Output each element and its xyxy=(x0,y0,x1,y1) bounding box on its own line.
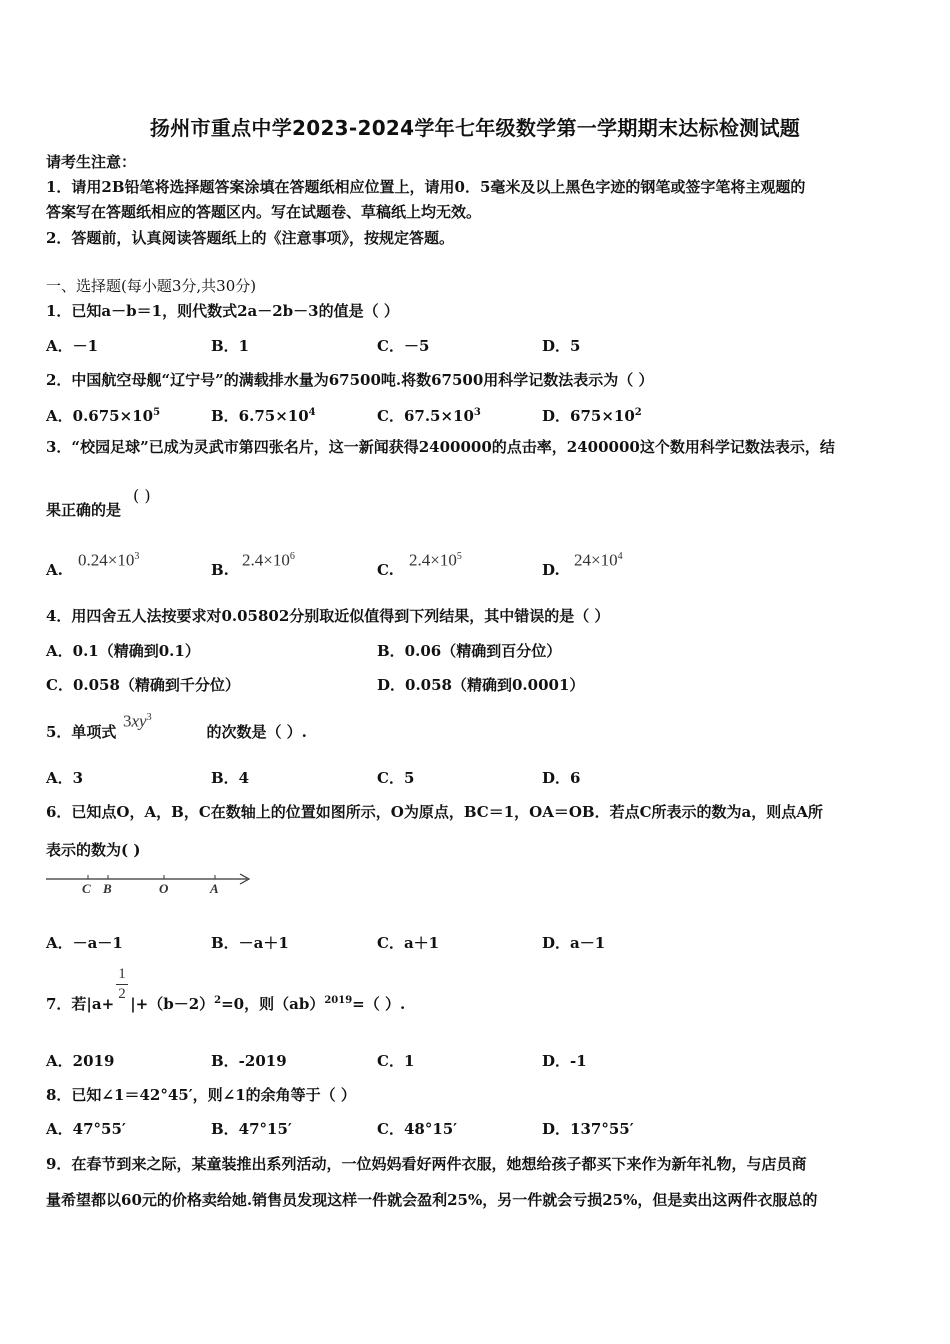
question-7-stem-mid2: =0，则（ab） xyxy=(221,995,325,1013)
page-title: 扬州市重点中学2023-2024学年七年级数学第一学期期末达标检测试题 xyxy=(149,116,801,140)
question-7-option-a[interactable]: A．2019 xyxy=(46,1052,115,1070)
question-7-option-c[interactable]: C．1 xyxy=(377,1052,415,1070)
question-7-option-b[interactable]: B．-2019 xyxy=(211,1052,287,1070)
question-3-option-b[interactable] xyxy=(211,560,229,580)
axis-label-a: A xyxy=(210,881,219,896)
question-9-stem: 9．在春节到来之际，某童装推出系列活动，一位妈妈看好两件衣服，她想给孩子都买下来作为新年礼物，与店员商 xyxy=(46,1155,807,1173)
option-label: C．67.5×10 xyxy=(377,407,474,425)
question-8-option-b[interactable]: B．47°15′ xyxy=(211,1120,292,1138)
option-label: B．6.75×10 xyxy=(211,407,309,425)
question-6-option-a[interactable]: A．－a－1 xyxy=(46,934,123,952)
notice-heading: 请考生注意： xyxy=(46,153,137,171)
question-7-stem-post: =（ ）. xyxy=(352,995,406,1013)
question-5-option-b[interactable]: B．4 xyxy=(211,769,250,787)
question-6-stem: 6．已知点O，A，B，C在数轴上的位置如图所示，O为原点，BC＝1，OA＝OB．若点C所表示的数为a，则点A所 xyxy=(46,803,823,821)
question-2-option-c[interactable] xyxy=(377,403,481,426)
question-5-option-a[interactable]: A．3 xyxy=(46,769,84,787)
monomial-exponent: 3 xyxy=(146,712,152,723)
question-5-monomial xyxy=(123,708,152,732)
question-4-stem: 4．用四舍五人法按要求对0.05802分别取近似值得到下列结果，其中错误的是（ ） xyxy=(46,607,610,625)
question-7-fraction xyxy=(116,966,128,1003)
question-7-option-d[interactable]: D．-1 xyxy=(542,1052,587,1070)
question-2-option-b[interactable] xyxy=(211,403,316,426)
question-4-option-c[interactable]: C．0.058（精确到千分位） xyxy=(46,676,240,694)
option-exponent: 3 xyxy=(134,551,140,562)
question-8-option-d[interactable]: D．137°55′ xyxy=(542,1120,634,1138)
option-exponent: 4 xyxy=(308,407,316,418)
question-1-option-d[interactable]: D．5 xyxy=(542,337,581,355)
question-3-stem-cont: 果正确的是 xyxy=(46,501,122,519)
fraction-denominator: 2 xyxy=(118,986,126,1002)
question-3-option-d[interactable] xyxy=(542,560,560,580)
question-7-exp-1: 2 xyxy=(214,995,222,1006)
question-3-option-d-expr xyxy=(574,547,623,571)
notice-item-1: 1．请用2B铅笔将选择题答案涂填在答题纸相应位置上，请用0．5毫米及以上黑色字迹的钢笔或签字笔将主观题的 xyxy=(46,178,806,196)
question-1-stem: 1．已知a－b＝1，则代数式2a－2b－3的值是（ ） xyxy=(46,302,399,320)
question-3-answer-paren: ( ) xyxy=(133,486,151,505)
question-5-stem xyxy=(46,722,307,742)
question-1-option-a[interactable]: A．－1 xyxy=(46,337,99,355)
question-7-stem-mid: |+（b－2） xyxy=(130,995,215,1013)
question-3-option-a[interactable] xyxy=(46,560,63,580)
axis-label-b: B xyxy=(103,881,112,896)
option-base: 24×10 xyxy=(574,550,618,570)
option-exponent: 3 xyxy=(473,407,481,418)
option-label: A. xyxy=(46,561,63,579)
question-8-option-c[interactable]: C．48°15′ xyxy=(377,1120,458,1138)
option-base: 0.24×10 xyxy=(78,550,135,570)
question-7-stem xyxy=(46,991,405,1014)
question-6-option-d[interactable]: D．a－1 xyxy=(542,934,606,952)
option-exponent: 4 xyxy=(617,551,623,562)
option-label: D. xyxy=(542,561,560,579)
question-7-stem-pre: 7．若|a+ xyxy=(46,995,115,1013)
question-3-option-a-expr xyxy=(78,547,139,571)
question-5-stem-post: 的次数是（ ）. xyxy=(206,723,307,741)
axis-label-o: O xyxy=(159,881,169,896)
notice-item-1-cont: 答案写在答题纸相应的答题区内。写在试题卷、草稿纸上均无效。 xyxy=(46,203,482,221)
option-base: 2.4×10 xyxy=(409,550,457,570)
option-exponent: 6 xyxy=(289,551,295,562)
question-8-option-a[interactable]: A．47°55′ xyxy=(46,1120,126,1138)
question-6-option-c[interactable]: C．a＋1 xyxy=(377,934,440,952)
question-6-option-b[interactable]: B．－a＋1 xyxy=(211,934,289,952)
question-8-stem: 8．已知∠1＝42°45′，则∠1的余角等于（ ） xyxy=(46,1086,356,1104)
axis-label-c: C xyxy=(82,881,91,896)
question-7-exp-2: 2019 xyxy=(324,995,353,1006)
question-3-option-c[interactable] xyxy=(377,560,394,580)
notice-item-2: 2．答题前，认真阅读答题纸上的《注意事项》，按规定答题。 xyxy=(46,229,454,247)
option-exponent: 2 xyxy=(634,407,642,418)
question-1-option-c[interactable]: C．－5 xyxy=(377,337,430,355)
option-label: A．0.675×10 xyxy=(46,407,154,425)
question-3-option-c-expr xyxy=(409,547,462,571)
option-label: B. xyxy=(211,561,229,579)
question-5-option-c[interactable]: C．5 xyxy=(377,769,415,787)
question-2-option-d[interactable] xyxy=(542,403,642,426)
option-base: 2.4×10 xyxy=(242,550,290,570)
question-4-option-b[interactable]: B．0.06（精确到百分位） xyxy=(377,642,562,660)
section-heading: 一、选择题(每小题3分,共30分) xyxy=(46,277,257,295)
option-label: C. xyxy=(377,561,394,579)
question-2-stem: 2．中国航空母舰“辽宁号”的满载排水量为67500吨.将数67500用科学记数法表示为（ ） xyxy=(46,371,654,389)
question-1-option-b[interactable]: B．1 xyxy=(211,337,250,355)
question-2-option-a[interactable] xyxy=(46,403,160,426)
question-3-option-b-expr xyxy=(242,547,295,571)
number-line-figure xyxy=(44,868,256,898)
question-3-stem: 3．“校园足球”已成为灵武市第四张名片，这一新闻获得2400000的点击率，2400000这个数用科学记数法表示，结 xyxy=(46,438,835,456)
fraction-numerator: 1 xyxy=(118,966,126,982)
question-9-stem-cont: 量希望都以60元的价格卖给她.销售员发现这样一件就会盈利25%，另一件就会亏损25%，但是卖出这两件衣服总的 xyxy=(46,1191,818,1209)
monomial-vars: xy xyxy=(131,711,147,731)
question-4-option-d[interactable]: D．0.058（精确到0.0001） xyxy=(377,676,585,694)
option-exponent: 5 xyxy=(153,407,161,418)
question-6-stem-cont: 表示的数为( ) xyxy=(46,841,141,859)
question-5-stem-pre: 5．单项式 xyxy=(46,723,117,741)
monomial-coef: 3 xyxy=(123,711,132,731)
question-5-option-d[interactable]: D．6 xyxy=(542,769,581,787)
question-4-option-a[interactable]: A．0.1（精确到0.1） xyxy=(46,642,200,660)
option-exponent: 5 xyxy=(456,551,462,562)
option-label: D．675×10 xyxy=(542,407,635,425)
